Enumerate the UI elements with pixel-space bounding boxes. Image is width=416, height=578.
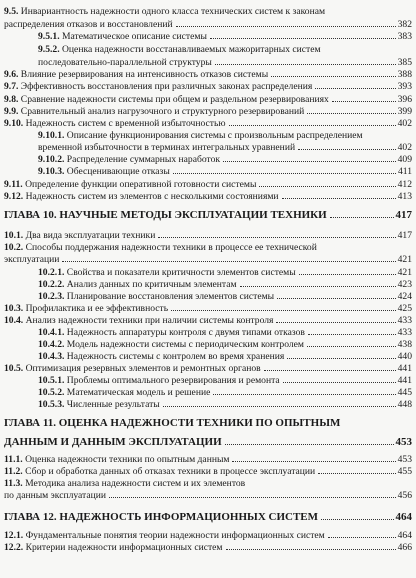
toc-entry [0,542,416,553]
toc-entry [0,191,416,202]
page-number: 441 [397,363,412,374]
page-number: 383 [397,31,412,42]
toc-entry [0,327,416,338]
entry-title: Надежность систем из элементов с несколькими состояниями [25,191,279,202]
entry-title: Методика анализа надежности систем и их элементов [25,478,246,489]
entry-number: 10.4. [4,315,24,326]
entry-title: Надежность системы с контролем во время хранения [66,351,285,362]
entry-number: 10.4.3. [38,351,65,362]
toc-entry [0,291,416,302]
toc-entry [0,44,416,55]
dot-leader [283,382,396,383]
entry-number: 10.2.1. [38,267,65,278]
toc-entry [0,166,416,177]
page-number: 423 [397,279,412,290]
chapter-entry [0,209,416,222]
toc-entry [0,303,416,314]
dot-leader [158,237,395,238]
toc-entry [0,242,416,253]
entry-number: 10.2.3. [38,291,65,302]
entry-number: 10.5.2. [38,387,65,398]
toc-entry [0,490,416,501]
toc-entry [0,57,416,68]
entry-title: Два вида эксплуатации техники [25,230,156,241]
page-number: 425 [397,303,412,314]
entry-number: 10.5.3. [38,399,65,410]
dot-leader [307,113,395,114]
entry-number: 9.10.2. [38,154,65,165]
entry-number: 12.2. [4,542,24,553]
dot-leader [318,473,395,474]
entry-number: 10.2. [4,242,24,253]
page-number: 412 [397,179,412,190]
dot-leader [287,358,395,359]
toc-entry [0,315,416,326]
dot-leader [226,549,396,550]
dot-leader [315,88,395,89]
dot-leader [176,26,396,27]
entry-title: Планирование восстановления элементов системы [66,291,275,302]
toc-entry [0,454,416,465]
dot-leader [307,346,396,347]
entry-title: Проблемы оптимального резервирования и ремонта [66,375,280,386]
entry-number: 9.10.1. [38,130,65,141]
dot-leader [276,322,395,323]
toc-entry [0,31,416,42]
entry-number: 9.5.2. [38,44,60,55]
toc-entry [0,106,416,117]
page-number: 409 [397,154,412,165]
toc-entry [0,339,416,350]
page-number: 417 [397,230,412,241]
toc-entry [0,179,416,190]
entry-number: 9.11. [4,179,23,190]
entry-number: 11.2. [4,466,23,477]
dot-leader [210,38,396,39]
entry-number: ГЛАВА 10. [4,209,57,221]
page-number: 441 [397,375,412,386]
dot-leader [62,261,395,262]
page-number: 455 [397,466,412,477]
dot-leader [259,186,395,187]
toc-entry [0,530,416,541]
toc-entry [0,142,416,153]
dot-leader [282,198,396,199]
entry-number: 10.2.2. [38,279,65,290]
entry-title: НАУЧНЫЕ МЕТОДЫ ЭКСПЛУАТАЦИИ ТЕХНИКИ [59,209,327,221]
page-number: 438 [397,339,412,350]
entry-title: Профилактика и ее эффективность [25,303,169,314]
entry-title: Критерии надежности информационных систем [25,542,223,553]
entry-title: Математическая модель и решение [66,387,211,398]
dot-leader [173,173,396,174]
entry-title: Описание функционирования системы с произвольным распределением [66,130,363,141]
entry-number: 9.9. [4,106,19,117]
page-number: 396 [397,94,412,105]
page-number: 453 [397,454,412,465]
entry-title: Способы поддержания надежности техники в процессе ее технической [25,242,317,253]
entry-title: Фундаментальные понятия теории надежности информационных систем [25,530,325,541]
entry-number: 11.3. [4,478,23,489]
dot-leader [213,394,395,395]
page-number: 448 [397,399,412,410]
page-number: 433 [397,327,412,338]
page-number: 388 [397,69,412,80]
entry-title: Надежность аппаратуры контроля с двумя типами отказов [66,327,305,338]
entry-title: временной избыточности в терминах интегральных уравнений [38,142,296,153]
entry-number: 9.7. [4,81,19,92]
entry-number: 10.1. [4,230,24,241]
dot-leader [271,76,395,77]
entry-title: Численные результаты [66,399,160,410]
dot-leader [264,370,396,371]
toc-entry [0,387,416,398]
toc-entry [0,118,416,129]
toc-entry [0,69,416,80]
entry-title: распределения отказов и восстановлений [4,19,173,30]
entry-number: 10.5. [4,363,24,374]
entry-title: Влияние резервирования на интенсивность отказов системы [20,69,269,80]
entry-title: по данным эксплуатации [4,490,107,501]
page-number: 445 [397,387,412,398]
page-number: 393 [397,81,412,92]
page-number: 402 [397,118,412,129]
entry-title: Математическое описание системы [62,31,207,42]
entry-number: ГЛАВА 11. [4,417,56,429]
entry-title: НАДЕЖНОСТЬ ИНФОРМАЦИОННЫХ СИСТЕМ [59,511,319,523]
entry-number: 9.5. [4,6,19,17]
entry-title: Обесценивающие отказы [66,166,170,177]
dot-leader [229,125,396,126]
chapter-entry [0,417,416,430]
dot-leader [330,217,394,218]
dot-leader [332,101,396,102]
entry-number: 9.10.3. [38,166,65,177]
dot-leader [328,537,396,538]
entry-number: 9.12. [4,191,24,202]
toc-entry [0,363,416,374]
dot-leader [298,149,396,150]
entry-number: 10.4.2. [38,339,65,350]
entry-number: 9.10. [4,118,24,129]
toc-entry [0,399,416,410]
page-number: 464 [397,530,412,541]
entry-number: 9.6. [4,69,19,80]
entry-number: 10.5.1. [38,375,65,386]
entry-number: 10.3. [4,303,24,314]
entry-title: Оптимизация резервных элементов и ремонтных органов [25,363,261,374]
entry-title: Инвариантность надежности одного класса технических систем к законам [20,6,326,17]
entry-title: Определение функции оперативной готовности системы [25,179,257,190]
dot-leader [240,286,396,287]
entry-title: Оценка надежности восстанавливаемых мажоритарных систем [62,44,321,55]
toc-entry [0,466,416,477]
entry-title: ДАННЫМ И ДАННЫМ ЭКСПЛУАТАЦИИ [4,436,222,448]
entry-number: 9.8. [4,94,19,105]
page-number: 413 [397,191,412,202]
toc-entry [0,19,416,30]
entry-title: ОЦЕНКА НАДЕЖНОСТИ ТЕХНИКИ ПО ОПЫТНЫМ [58,417,341,429]
toc-entry [0,375,416,386]
dot-leader [215,64,396,65]
page-number: 453 [395,436,412,448]
entry-number: 11.1. [4,454,23,465]
entry-title: Сравнительный анализ нагрузочного и структурного резервирований [20,106,305,117]
entry-title: Сбор и обработка данных об отказах техники в процессе эксплуатации [25,466,316,477]
page-number: 382 [397,19,412,30]
toc-entry [0,351,416,362]
dot-leader [109,497,396,498]
entry-title: Анализ надежности техники при наличии системы контроля [25,315,274,326]
page-number: 421 [397,254,412,265]
entry-title: Надежность систем с временной избыточностью [25,118,226,129]
entry-number: 9.5.1. [38,31,60,42]
dot-leader [163,406,396,407]
entry-title: Анализ данных по критичным элементам [66,279,237,290]
dot-leader [223,161,396,162]
dot-leader [321,519,393,520]
page-number: 433 [397,315,412,326]
toc-entry [0,6,416,17]
entry-title: Модель надежности системы с периодическим контролем [66,339,304,350]
entry-number: ГЛАВА 12. [4,511,57,523]
entry-title: Оценка надежности техники по опытным данным [25,454,230,465]
page-number: 440 [397,351,412,362]
page-number: 456 [397,490,412,501]
entry-title: Эффективность восстановления при различных законах распределения [20,81,313,92]
toc-entry [0,254,416,265]
toc-entry [0,279,416,290]
dot-leader [171,310,396,311]
toc-entry [0,81,416,92]
entry-title: последовательно-параллельной структуры [38,57,212,68]
entry-title: Сравнение надежности системы при общем и раздельном резервированиях [20,94,329,105]
entry-title: Свойства и показатели критичности элементов системы [66,267,296,278]
toc-entry [0,154,416,165]
entry-title: Распределение суммарных наработок [66,154,221,165]
toc-entry [0,267,416,278]
page-number: 402 [397,142,412,153]
entry-title: эксплуатации [4,254,60,265]
page-number: 466 [397,542,412,553]
page-number: 399 [397,106,412,117]
page-number: 424 [397,291,412,302]
page-number: 417 [395,209,412,221]
entry-number: 12.1. [4,530,24,541]
toc-entry [0,94,416,105]
toc-entry [0,230,416,241]
toc-entry [0,130,416,141]
chapter-entry [0,436,416,449]
dot-leader [225,444,394,445]
dot-leader [232,461,395,462]
chapter-entry [0,511,416,524]
toc-entry [0,478,416,489]
dot-leader [277,298,395,299]
page-number: 464 [395,511,412,523]
entry-number: 10.4.1. [38,327,65,338]
dot-leader [299,274,396,275]
dot-leader [308,334,396,335]
page-number: 411 [397,166,412,177]
page-number: 421 [397,267,412,278]
page-number: 385 [397,57,412,68]
